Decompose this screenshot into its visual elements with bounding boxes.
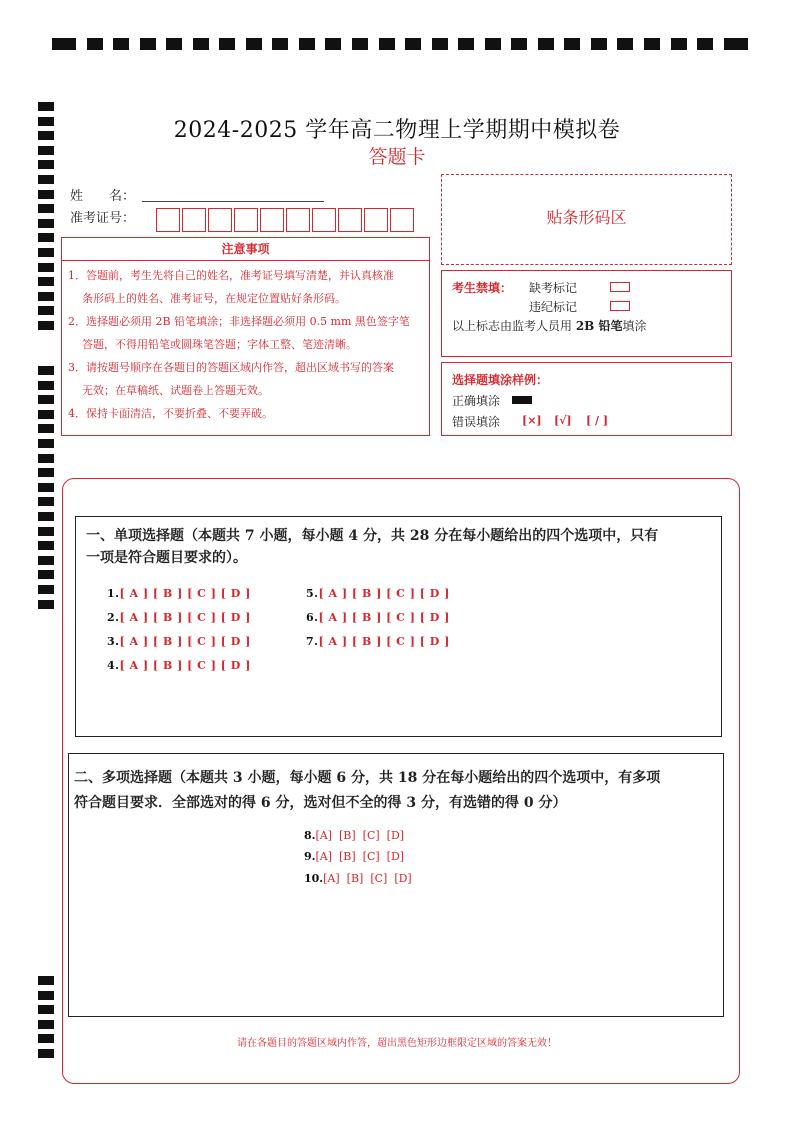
notice-item: 4．保持卡面清洁，不要折叠、不要弄破。 — [68, 407, 273, 420]
violation-mark-box[interactable] — [610, 301, 630, 311]
id-cell[interactable] — [234, 208, 258, 232]
name-input-line[interactable] — [142, 201, 324, 202]
question-number: 1. — [107, 587, 120, 600]
forbidden-note-bold: 2B 铅笔 — [575, 319, 623, 333]
section1-title-line2: 一项是符合题目要求的）。 — [86, 550, 247, 566]
exam-id-cells[interactable] — [156, 208, 416, 232]
question-row[interactable] — [304, 872, 412, 885]
question-row[interactable] — [107, 587, 251, 600]
forbidden-note — [452, 317, 647, 334]
wrong-mark: [×] — [522, 414, 542, 427]
page-title: 2024-2025 学年高二物理上学期期中模拟卷 — [173, 118, 621, 143]
forbidden-note-prefix: 以上标志由监考人员用 — [452, 319, 576, 333]
exam-id-label: 准考证号： — [70, 211, 136, 226]
question-number: 3. — [107, 635, 120, 648]
id-cell[interactable] — [208, 208, 232, 232]
section2-title-line1: 二、多项选择题（本题共 3 小题，每小题 6 分，共 18 分在每小题给出的四个选项中，有多项 — [74, 770, 661, 786]
question-number: 10. — [304, 872, 324, 885]
answer-options[interactable]: [ A ] [ B ] [ C ] [ D ] — [318, 611, 450, 624]
question-row[interactable] — [306, 635, 450, 648]
question-number: 2. — [107, 611, 120, 624]
forbidden-title: 考生禁填： — [452, 281, 513, 295]
fill-sample-title: 选择题填涂样例： — [452, 373, 549, 387]
notice-item: 2．选择题必须用 2B 铅笔填涂；非选择题必须用 0.5 mm 黑色签字笔 — [68, 315, 410, 328]
footer-warning: 请在各题目的答题区域内作答，超出黑色矩形边框限定区域的答案无效！ — [237, 1038, 557, 1049]
section1-title-line1: 一、单项选择题（本题共 7 小题，每小题 4 分，共 28 分在每小题给出的四个选项中，只有 — [86, 528, 659, 544]
answer-options[interactable]: [A] [B] [C] [D] — [323, 872, 412, 885]
notice-item: 条形码上的姓名、准考证号，在规定位置贴好条形码。 — [82, 292, 346, 305]
barcode-label: 贴条形码区 — [546, 208, 627, 227]
question-number: 6. — [306, 611, 319, 624]
forbidden-note-suffix: 填涂 — [622, 319, 647, 333]
forbidden-box — [441, 270, 732, 357]
top-timing-marks — [52, 38, 748, 50]
id-cell[interactable] — [286, 208, 310, 232]
section2-title — [74, 766, 660, 816]
section1-box — [75, 516, 722, 737]
answer-options[interactable]: [A] [B] [C] [D] — [315, 850, 405, 863]
notice-item: 无效；在草稿纸、试题卷上答题无效。 — [82, 384, 269, 397]
name-label: 姓 名： — [70, 189, 136, 204]
answer-options[interactable]: [ A ] [ B ] [ C ] [ D ] — [119, 659, 251, 672]
wrong-mark: [ / ] — [586, 414, 609, 427]
answer-options[interactable]: [ A ] [ B ] [ C ] [ D ] — [119, 611, 251, 624]
id-cell[interactable] — [156, 208, 180, 232]
question-row[interactable] — [107, 635, 251, 648]
question-row[interactable] — [304, 829, 404, 842]
correct-fill-label: 正确填涂 — [452, 394, 501, 408]
id-cell[interactable] — [260, 208, 284, 232]
barcode-area — [441, 174, 732, 265]
question-number: 7. — [306, 635, 319, 648]
absent-label: 缺考标记 — [529, 281, 578, 295]
section2-box — [68, 753, 724, 1017]
answer-options[interactable]: [ A ] [ B ] [ C ] [ D ] — [318, 635, 450, 648]
wrong-mark: [√] — [554, 414, 572, 427]
question-row[interactable] — [306, 587, 450, 600]
notice-item: 3．请按题号顺序在各题目的答题区域内作答，超出区域书写的答案 — [68, 361, 394, 374]
section1-title — [86, 525, 658, 569]
notice-title-box — [61, 237, 430, 261]
id-cell[interactable] — [338, 208, 362, 232]
question-row[interactable] — [107, 659, 251, 672]
question-row[interactable] — [304, 850, 404, 863]
id-cell[interactable] — [390, 208, 414, 232]
question-number: 5. — [306, 587, 319, 600]
notice-box — [61, 260, 430, 436]
id-cell[interactable] — [182, 208, 206, 232]
wrong-fill-label: 错误填涂 — [452, 415, 501, 429]
question-number: 9. — [304, 850, 316, 863]
left-timing-marks-middle — [38, 366, 54, 614]
question-number: 4. — [107, 659, 120, 672]
question-number: 8. — [304, 829, 316, 842]
notice-item: 答题，不得用铅笔或圆珠笔答题；字体工整、笔迹清晰。 — [82, 338, 357, 351]
question-row[interactable] — [306, 611, 450, 624]
page-subtitle: 答题卡 — [368, 146, 426, 168]
id-cell[interactable] — [312, 208, 336, 232]
correct-fill-sample — [512, 396, 532, 404]
violation-label: 违纪标记 — [529, 300, 578, 314]
question-row[interactable] — [107, 611, 251, 624]
id-cell[interactable] — [364, 208, 388, 232]
fill-sample-box — [441, 362, 732, 436]
absent-mark-box[interactable] — [610, 282, 630, 292]
notice-item: 1．答题前，考生先将自己的姓名，准考证号填写清楚，并认真核准 — [68, 269, 394, 282]
answer-options[interactable]: [ A ] [ B ] [ C ] [ D ] — [119, 587, 251, 600]
answer-options[interactable]: [ A ] [ B ] [ C ] [ D ] — [119, 635, 251, 648]
answer-options[interactable]: [A] [B] [C] [D] — [315, 829, 405, 842]
section2-title-line2: 符合题目要求．全部选对的得 6 分，选对但不全的得 3 分，有选错的得 0 分） — [74, 795, 567, 811]
notice-title: 注意事项 — [221, 242, 270, 256]
left-timing-marks-lower — [38, 976, 54, 1064]
answer-options[interactable]: [ A ] [ B ] [ C ] [ D ] — [318, 587, 450, 600]
